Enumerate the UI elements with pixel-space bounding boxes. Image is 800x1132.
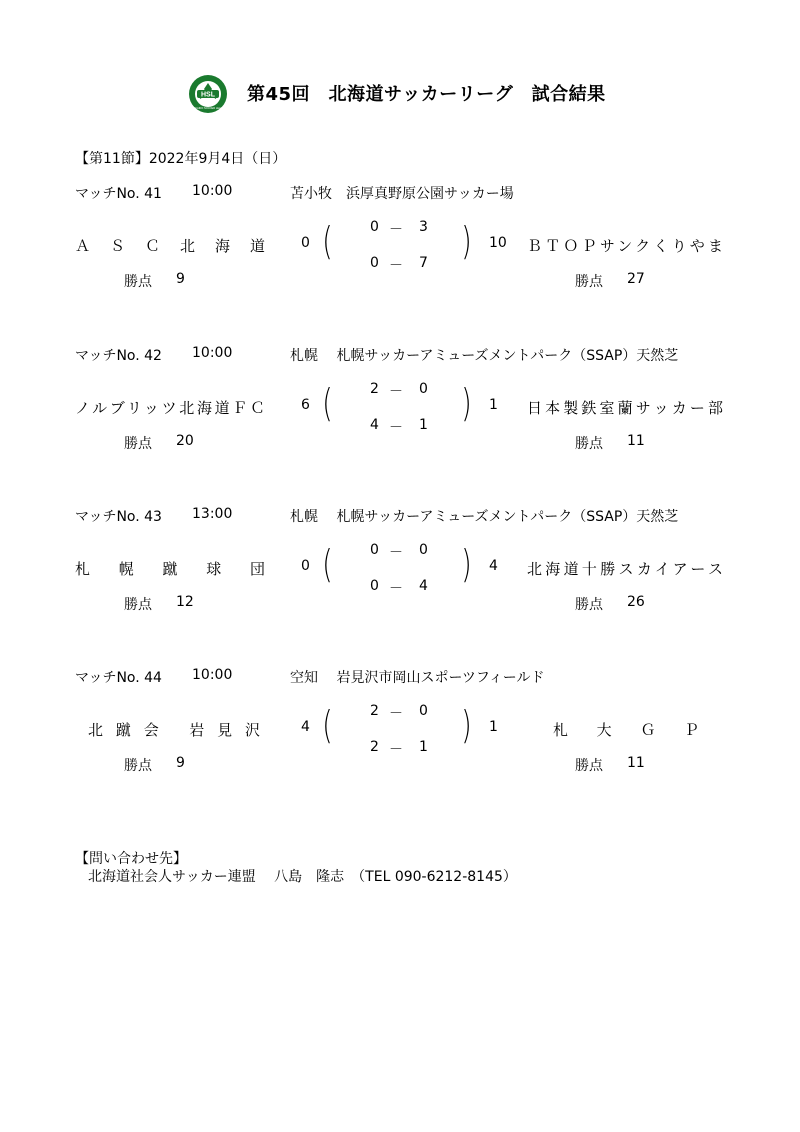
home-team: ＡＳＣ北海道 <box>75 237 265 255</box>
match-number: マッチNo. 42 <box>75 348 162 364</box>
score-dash: － <box>389 742 403 758</box>
match-time: 10:00 <box>192 345 233 361</box>
away-points-label: 勝点 <box>575 274 603 290</box>
away-team: 北海道十勝スカイアース <box>527 560 723 578</box>
second-half-home: 0 <box>370 578 379 594</box>
match-block <box>0 667 800 797</box>
first-half-home: 0 <box>370 219 379 235</box>
left-paren: ( <box>322 542 333 586</box>
match-time: 13:00 <box>192 506 233 522</box>
first-half-away: 3 <box>419 219 428 235</box>
home-total-score: 4 <box>301 719 310 735</box>
away-total-score: 1 <box>489 397 498 413</box>
match-venue: 札幌 札幌サッカーアミューズメントパーク（SSAP）天然芝 <box>290 509 679 525</box>
match-time: 10:00 <box>192 667 233 683</box>
contact-heading: 【問い合わせ先】 <box>75 851 187 867</box>
second-half-away: 1 <box>419 739 428 755</box>
home-points-label: 勝点 <box>124 436 152 452</box>
left-paren: ( <box>322 703 333 747</box>
match-block <box>0 183 800 313</box>
second-half-away: 1 <box>419 417 428 433</box>
away-points: 11 <box>627 433 645 449</box>
right-paren: ) <box>461 703 472 747</box>
match-venue: 空知 岩見沢市岡山スポーツフィールド <box>290 670 545 686</box>
right-paren: ) <box>461 542 472 586</box>
score-dash: － <box>389 581 403 597</box>
home-team: 北蹴会 岩見沢 <box>88 721 260 739</box>
second-half-home: 2 <box>370 739 379 755</box>
home-points: 20 <box>176 433 194 449</box>
away-team: 日本製鉄室蘭サッカー部 <box>527 399 723 417</box>
first-half-home: 2 <box>370 703 379 719</box>
score-dash: － <box>389 545 403 561</box>
away-points: 11 <box>627 755 645 771</box>
home-points: 12 <box>176 594 194 610</box>
match-block <box>0 506 800 636</box>
away-team: 札大ＧＰ <box>553 721 699 739</box>
second-half-home: 0 <box>370 255 379 271</box>
first-half-home: 0 <box>370 542 379 558</box>
first-half-away: 0 <box>419 381 428 397</box>
right-paren: ) <box>461 219 472 263</box>
home-team: 札幌蹴球団 <box>75 560 265 578</box>
home-total-score: 6 <box>301 397 310 413</box>
away-points: 26 <box>627 594 645 610</box>
match-block <box>0 345 800 475</box>
first-half-home: 2 <box>370 381 379 397</box>
score-dash: － <box>389 384 403 400</box>
match-time: 10:00 <box>192 183 233 199</box>
home-points-label: 勝点 <box>124 274 152 290</box>
second-half-home: 4 <box>370 417 379 433</box>
left-paren: ( <box>322 219 333 263</box>
score-dash: － <box>389 420 403 436</box>
matchday-heading: 【第11節】2022年9月4日（日） <box>75 151 287 167</box>
match-number: マッチNo. 43 <box>75 509 162 525</box>
match-number: マッチNo. 44 <box>75 670 162 686</box>
score-dash: － <box>389 706 403 722</box>
away-points: 27 <box>627 271 645 287</box>
page-title: 第45回 北海道サッカーリーグ 試合結果 <box>247 84 606 105</box>
away-points-label: 勝点 <box>575 758 603 774</box>
away-total-score: 4 <box>489 558 498 574</box>
logo-text: HSL <box>201 91 215 99</box>
home-total-score: 0 <box>301 235 310 251</box>
home-points-label: 勝点 <box>124 597 152 613</box>
match-venue: 札幌 札幌サッカーアミューズメントパーク（SSAP）天然芝 <box>290 348 679 364</box>
home-points-label: 勝点 <box>124 758 152 774</box>
second-half-away: 7 <box>419 255 428 271</box>
left-paren: ( <box>322 381 333 425</box>
score-dash: － <box>389 222 403 238</box>
first-half-away: 0 <box>419 542 428 558</box>
away-total-score: 10 <box>489 235 507 251</box>
contact-line: 北海道社会人サッカー連盟 八島 隆志 （TEL 090-6212-8145） <box>88 869 517 885</box>
match-venue: 苫小牧 浜厚真野原公園サッカー場 <box>290 186 514 202</box>
match-number: マッチNo. 41 <box>75 186 162 202</box>
second-half-away: 4 <box>419 578 428 594</box>
first-half-away: 0 <box>419 703 428 719</box>
logo-ring-text: HOKKAIDO SOCCER LEAGUE <box>189 107 227 110</box>
home-total-score: 0 <box>301 558 310 574</box>
score-dash: － <box>389 258 403 274</box>
home-points: 9 <box>176 755 185 771</box>
right-paren: ) <box>461 381 472 425</box>
away-points-label: 勝点 <box>575 597 603 613</box>
away-team: ＢＴＯＰサンクくりやま <box>527 237 723 255</box>
home-team: ノルブリッツ北海道ＦＣ <box>75 399 265 417</box>
home-points: 9 <box>176 271 185 287</box>
hsl-logo <box>188 74 228 114</box>
away-points-label: 勝点 <box>575 436 603 452</box>
away-total-score: 1 <box>489 719 498 735</box>
